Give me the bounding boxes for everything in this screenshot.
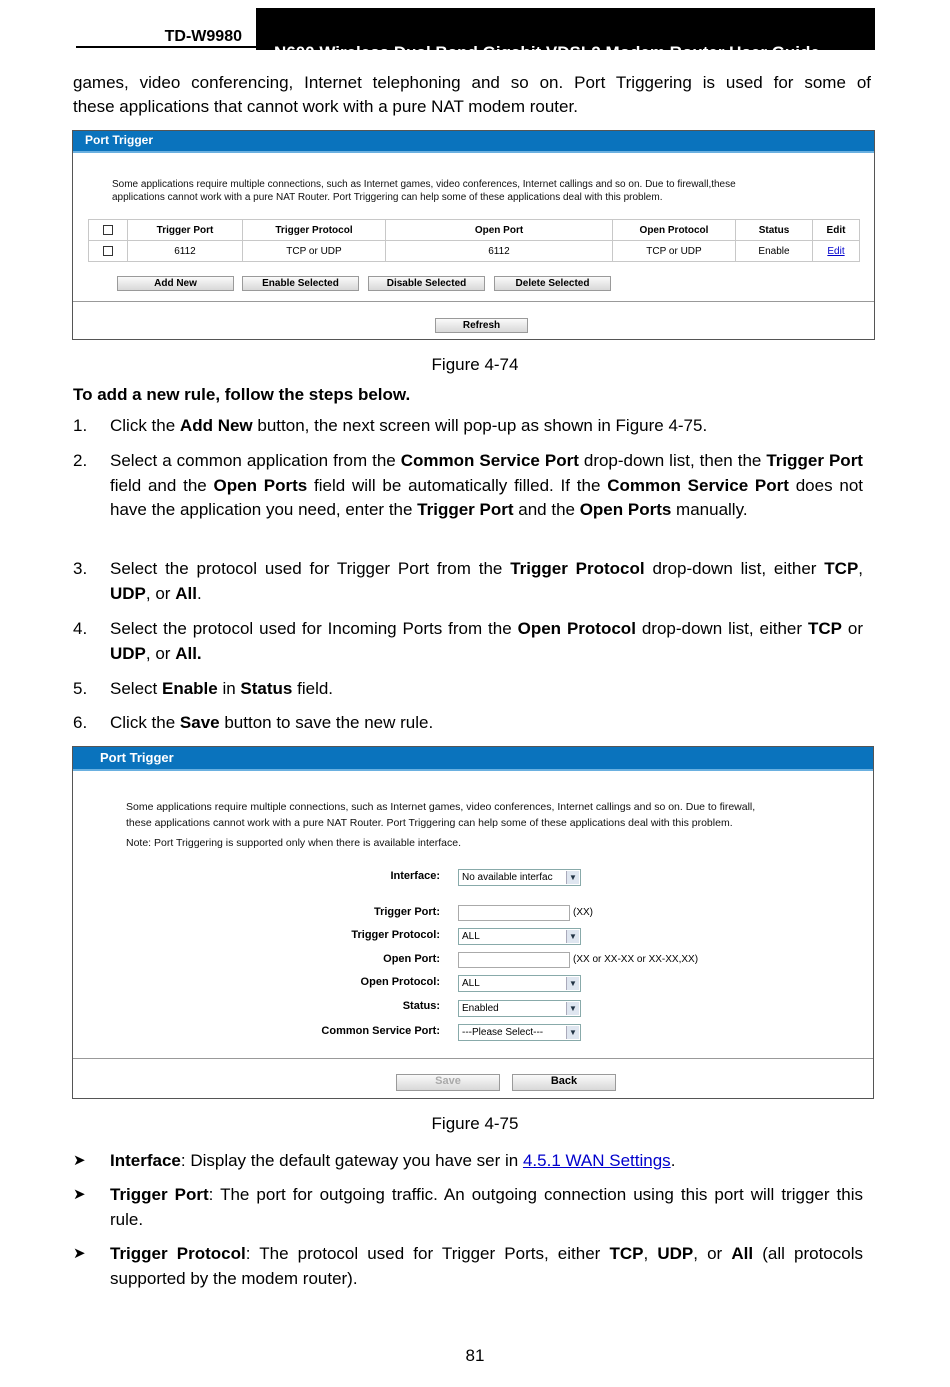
step-1 — [73, 414, 863, 439]
description-line-1: Some applications require multiple connections, such as Internet games, video conferences, Internet callings and so on. Due to firewall, — [126, 801, 756, 813]
bold-text: TCP — [807, 619, 842, 638]
text: Click the — [110, 416, 180, 435]
open-port-hint: (XX or XX-XX or XX-XX,XX) — [573, 954, 699, 965]
bullet-term: Interface — [110, 1151, 181, 1170]
bold-text: Open Ports — [213, 475, 308, 495]
note-text: Note: Port Triggering is supported only when there is available interface. — [126, 837, 462, 849]
text: drop-down list, then the — [578, 451, 767, 470]
intro-paragraph — [73, 71, 871, 119]
text: , — [643, 1244, 658, 1263]
bold-text: Enable — [161, 679, 218, 698]
text: , or — [145, 643, 176, 663]
status-select[interactable] — [458, 1000, 581, 1017]
col-open-protocol: Open Protocol — [613, 220, 736, 241]
text: drop-down list, either — [644, 559, 825, 578]
common-service-port-select[interactable] — [458, 1024, 581, 1041]
bold-text: All — [731, 1244, 754, 1263]
description-line-2: these applications cannot work with a pure NAT Router. Port Triggering can help some of these applications deal with this problem. — [126, 817, 733, 829]
bold-text: Status — [240, 679, 293, 698]
bold-text: TCP — [609, 1244, 644, 1263]
enable-selected-button[interactable]: Enable Selected — [242, 276, 359, 291]
edit-link[interactable]: Edit — [827, 245, 845, 257]
divider — [73, 1058, 873, 1059]
step-number: 5. — [73, 679, 88, 698]
cell-open-port: 6112 — [386, 241, 613, 262]
step-text — [110, 449, 863, 523]
text: : The protocol used for Trigger Ports, either — [245, 1244, 610, 1263]
bullet-term: Trigger Port — [110, 1185, 209, 1204]
chevron-down-icon: ▼ — [566, 1002, 579, 1015]
bold-text: Common Service Port — [607, 475, 789, 495]
description-line-2: applications cannot work with a pure NAT Router. Port Triggering can help some of these applications deal with this problem. — [112, 192, 663, 203]
arrow-bullet-icon: ➤ — [73, 1245, 86, 1262]
port-trigger-description — [112, 178, 852, 204]
bold-text: All — [175, 583, 197, 603]
bullet-trigger-port — [73, 1183, 863, 1232]
step-text — [110, 414, 863, 439]
status-value: Enabled — [462, 1003, 499, 1014]
bold-text: Open Protocol — [517, 619, 636, 638]
description-line-1: Some applications require multiple connections, such as Internet games, video conferences, Internet callings and so on. Due to firewall,these — [112, 179, 736, 190]
open-port-label: Open Port: — [383, 953, 440, 965]
bold-text: Open Ports — [579, 500, 672, 519]
step-number: 4. — [73, 619, 88, 638]
step-5 — [73, 677, 863, 702]
disable-selected-button[interactable]: Disable Selected — [368, 276, 485, 291]
bold-text: Trigger Port — [417, 500, 514, 519]
intro-line-2: these applications that cannot work with a pure NAT modem router. — [73, 97, 578, 116]
intro-line-1: games, video conferencing, Internet telephoning and so on. Port Triggering is used for some of — [73, 73, 871, 92]
bullet-text-end: . — [670, 1151, 676, 1170]
step-text — [110, 711, 863, 736]
bold-text: All. — [175, 643, 202, 663]
header-model: TD-W9980 — [76, 28, 256, 48]
bold-text: UDP — [110, 583, 146, 603]
bold-text: Trigger Port — [766, 451, 863, 470]
step-2 — [73, 449, 863, 523]
arrow-bullet-icon: ➤ — [73, 1186, 86, 1203]
text: and the — [513, 500, 580, 519]
bullet-trigger-protocol — [73, 1242, 863, 1291]
cell-trigger-port: 6112 — [128, 241, 243, 262]
figure-4-74-caption: Figure 4-74 — [431, 355, 519, 374]
text: does not have the application you need, enter the — [110, 475, 864, 519]
port-trigger-add-title: Port Trigger — [73, 747, 873, 771]
text: button, the next screen will pop-up as shown in Figure 4-75. — [252, 416, 708, 435]
text: manually. — [671, 500, 748, 519]
col-trigger-port: Trigger Port — [128, 220, 243, 241]
step-number: 2. — [73, 451, 88, 470]
row-checkbox[interactable] — [103, 246, 113, 256]
common-service-port-label: Common Service Port: — [321, 1025, 440, 1037]
text: field and the — [110, 475, 214, 495]
header-guide-title — [256, 8, 875, 62]
step-number: 3. — [73, 559, 88, 578]
chevron-down-icon: ▼ — [566, 1026, 579, 1039]
bold-text: Save — [179, 713, 220, 732]
text: field will be automatically filled. If the — [307, 475, 608, 495]
col-open-port: Open Port — [386, 220, 613, 241]
port-trigger-title: Port Trigger — [73, 131, 874, 153]
interface-select[interactable] — [458, 869, 581, 886]
delete-selected-button[interactable]: Delete Selected — [494, 276, 611, 291]
step-3 — [73, 557, 863, 606]
save-button[interactable]: Save — [396, 1074, 500, 1091]
col-trigger-protocol: Trigger Protocol — [243, 220, 386, 241]
status-label: Status: — [402, 1000, 440, 1012]
open-protocol-select[interactable] — [458, 975, 581, 992]
cell-status: Enable — [736, 241, 813, 262]
arrow-bullet-icon: ➤ — [73, 1152, 86, 1169]
step-text — [110, 557, 863, 606]
guide-title-text: N600 Wireless Dual Band Gigabit VDSL2 Modem Router User Guide — [274, 43, 820, 62]
wan-settings-link[interactable]: 4.5.1 WAN Settings — [522, 1151, 671, 1170]
text: Select the protocol used for Trigger Port from the — [110, 559, 511, 578]
step-6 — [73, 711, 863, 736]
text: , or — [145, 583, 176, 603]
port-trigger-table — [88, 219, 860, 262]
steps-heading: To add a new rule, follow the steps below. — [73, 385, 411, 404]
port-trigger-add-description — [126, 799, 871, 851]
bold-text: Add New — [179, 416, 253, 435]
trigger-port-label: Trigger Port: — [373, 906, 440, 918]
bullet-text: : Display the default gateway you have ser in — [180, 1151, 523, 1170]
chevron-down-icon: ▼ — [566, 871, 579, 884]
divider — [73, 301, 874, 302]
bold-text: Common Service Port — [400, 451, 579, 470]
text: (all protocols supported by the modem router). — [110, 1244, 863, 1288]
common-service-port-value: ---Please Select--- — [462, 1027, 544, 1038]
text: button to save the new rule. — [219, 713, 434, 732]
text: Select a common application from the — [110, 451, 401, 470]
text: field. — [292, 679, 334, 698]
text: , or — [693, 1244, 732, 1263]
open-protocol-label: Open Protocol: — [360, 976, 440, 988]
text: Select the protocol used for Incoming Ports from the — [110, 619, 518, 638]
select-all-checkbox[interactable] — [103, 225, 113, 235]
back-button[interactable]: Back — [512, 1074, 616, 1091]
step-text — [110, 617, 863, 666]
trigger-protocol-label: Trigger Protocol: — [351, 929, 440, 941]
trigger-protocol-select[interactable] — [458, 928, 581, 945]
bullet-text: : The port for outgoing traffic. An outgoing connection using this port will trigger this rule. — [110, 1185, 863, 1229]
text: Select — [110, 679, 162, 698]
cell-open-protocol: TCP or UDP — [613, 241, 736, 262]
bold-text: UDP — [657, 1244, 694, 1263]
step-4 — [73, 617, 863, 666]
bullet-interface — [73, 1149, 863, 1174]
chevron-down-icon: ▼ — [566, 977, 579, 990]
refresh-button[interactable]: Refresh — [435, 318, 528, 333]
text: . — [196, 583, 202, 603]
trigger-port-input[interactable] — [458, 905, 570, 921]
col-status: Status — [736, 220, 813, 241]
figure-4-75-caption: Figure 4-75 — [431, 1114, 519, 1133]
text: or — [841, 619, 863, 638]
text: Click the — [110, 713, 180, 732]
interface-label: Interface: — [390, 870, 440, 882]
text: in — [217, 679, 241, 698]
interface-select-value: No available interfac — [462, 872, 553, 883]
cell-trigger-protocol: TCP or UDP — [243, 241, 386, 262]
add-new-button[interactable]: Add New — [117, 276, 234, 291]
open-port-input[interactable] — [458, 952, 570, 968]
bullet-term: Trigger Protocol — [110, 1244, 246, 1263]
figure-4-75 — [72, 746, 874, 1099]
trigger-protocol-value: ALL — [462, 931, 480, 942]
bold-text: TCP — [824, 559, 859, 578]
figure-4-74 — [72, 130, 875, 340]
text: , — [858, 559, 864, 578]
bold-text: Trigger Protocol — [510, 559, 645, 578]
open-protocol-value: ALL — [462, 978, 480, 989]
step-text — [110, 677, 863, 702]
col-edit: Edit — [813, 220, 860, 241]
text: drop-down list, either — [635, 619, 808, 638]
step-number: 1. — [73, 416, 88, 435]
page-number: 81 — [465, 1346, 485, 1365]
trigger-port-hint: (XX) — [573, 907, 593, 918]
chevron-down-icon: ▼ — [566, 930, 579, 943]
step-number: 6. — [73, 713, 88, 732]
table-row — [89, 241, 860, 262]
bold-text: UDP — [110, 643, 146, 663]
table-header-row — [89, 220, 860, 241]
